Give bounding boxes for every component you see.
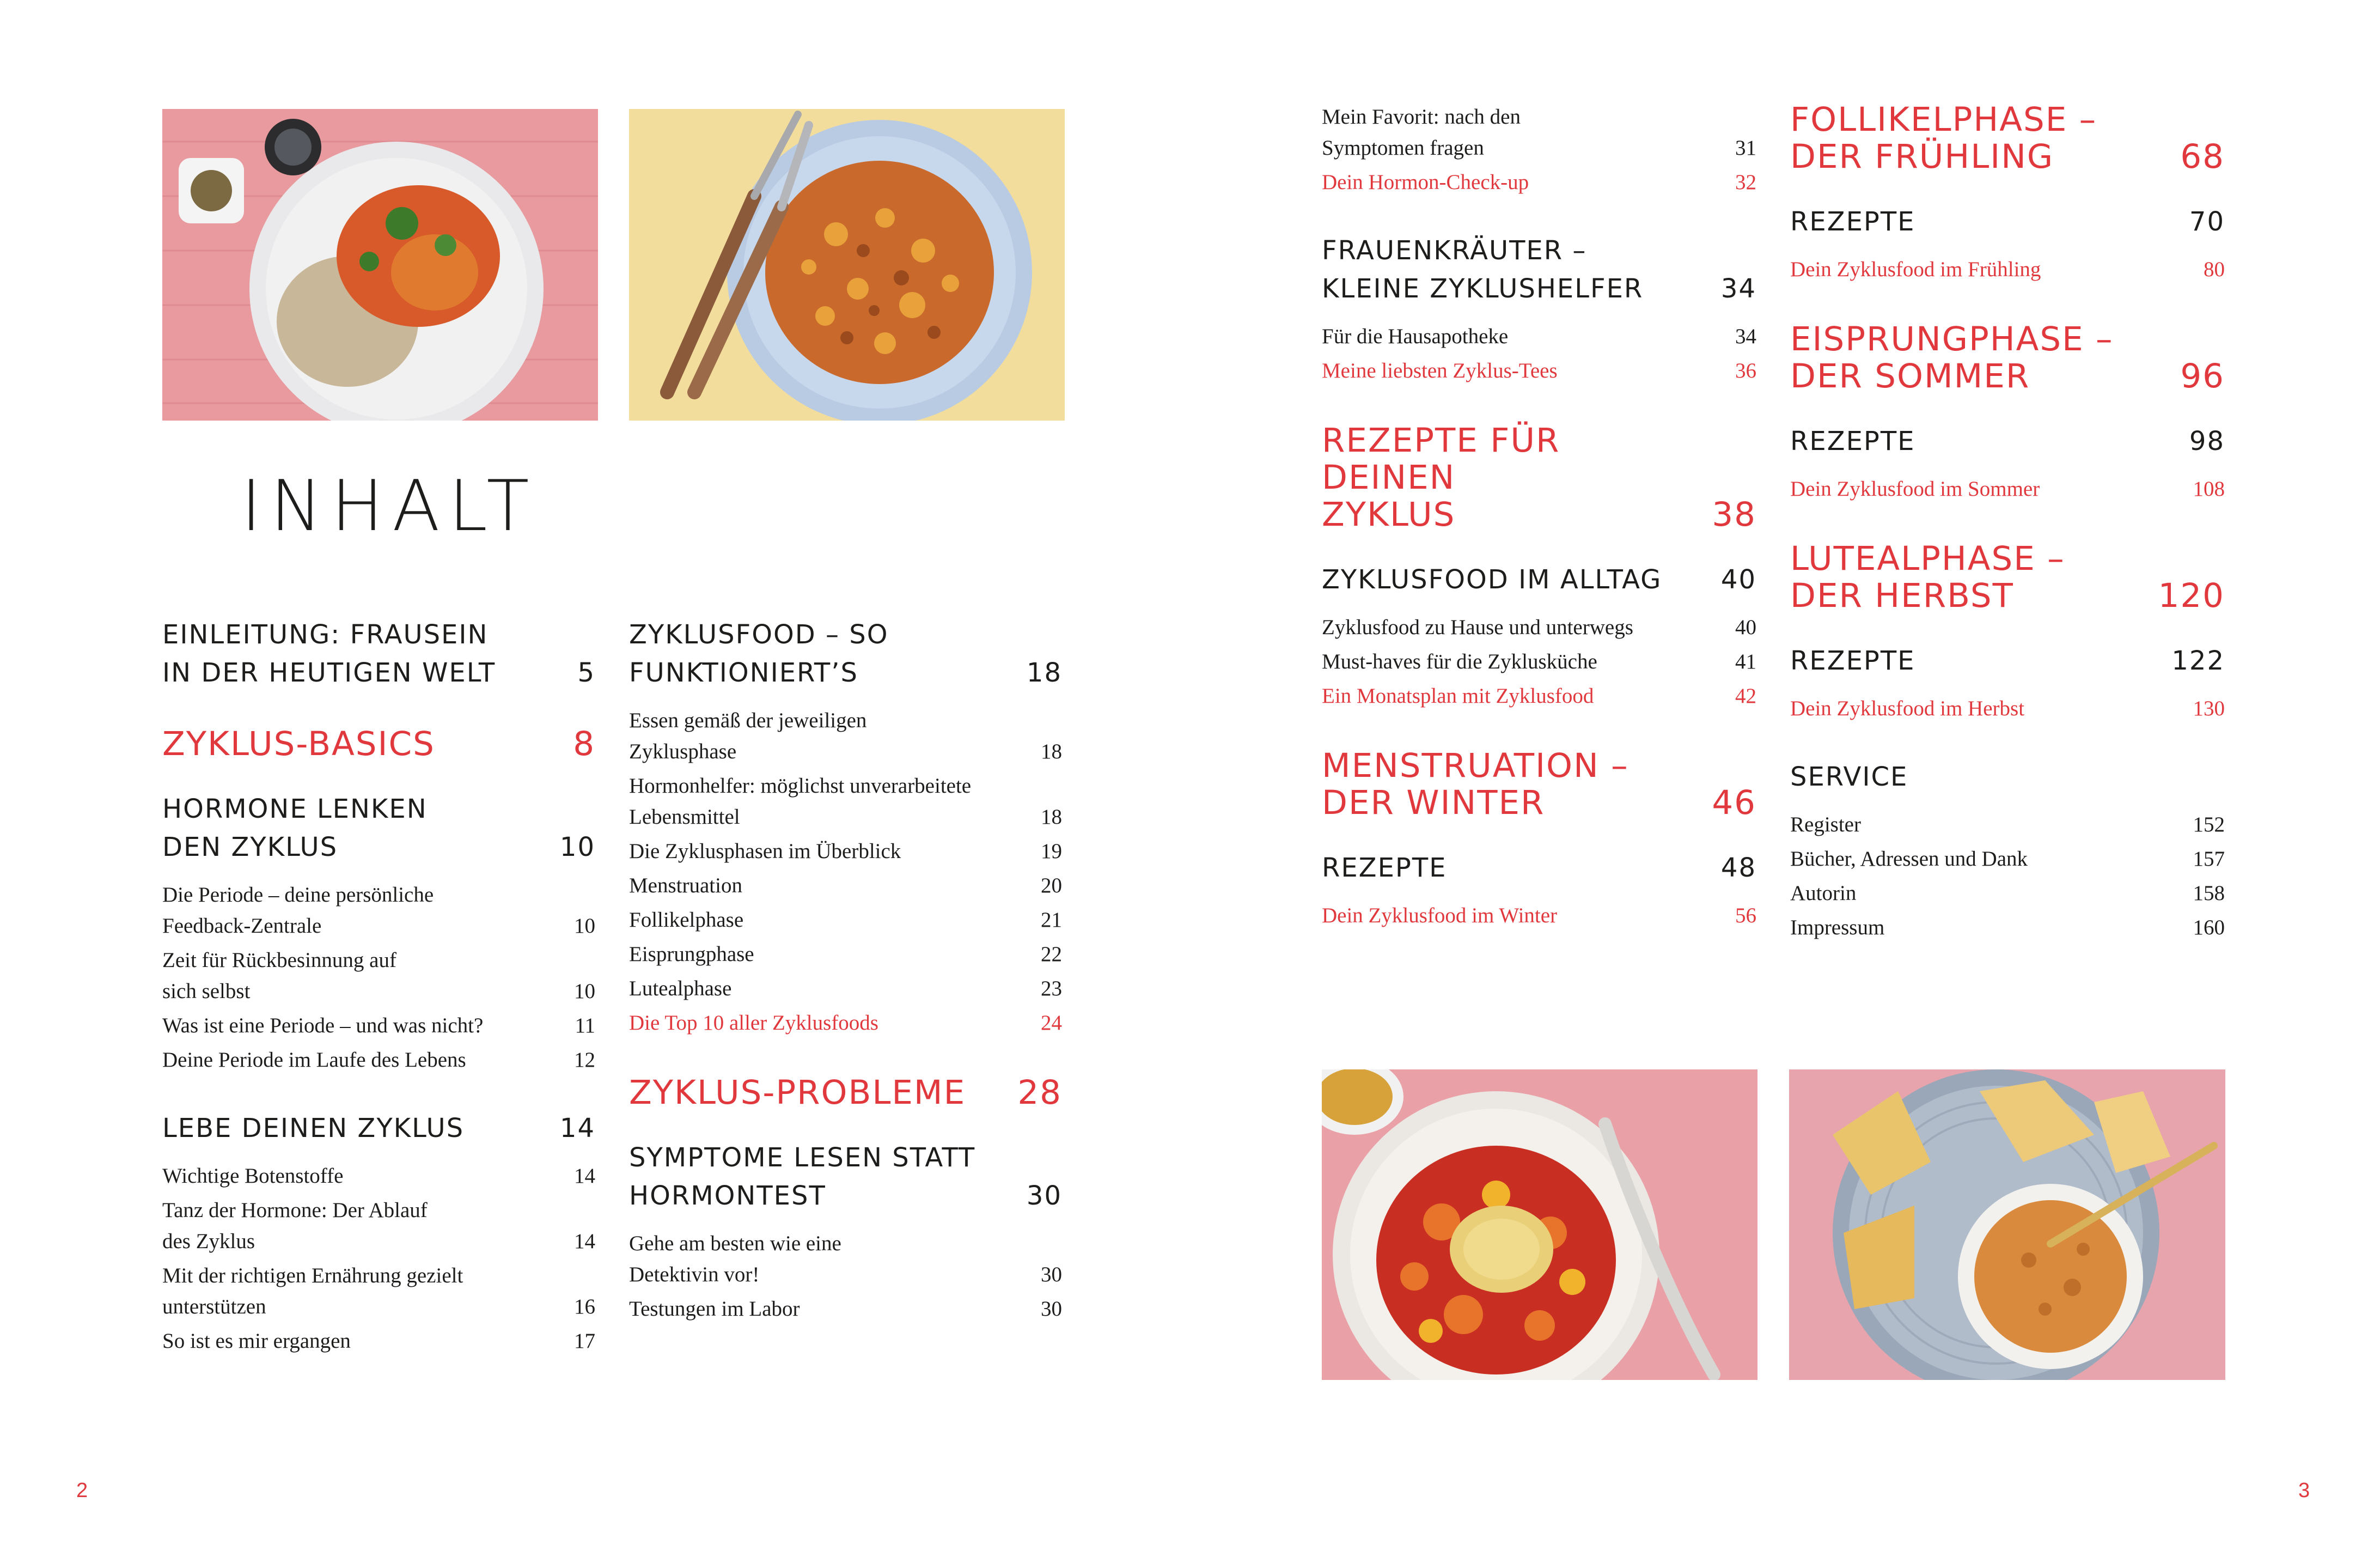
toc-section-heading-title: LEBE DEINEN ZYKLUS xyxy=(162,1113,465,1144)
toc-entry-page: 12 xyxy=(574,1048,595,1072)
toc-entry-recipe-title: Dein Zyklusfood im Frühling xyxy=(1790,258,2041,281)
toc-chapter-heading-title: EISPRUNGPHASE – DER SOMMER xyxy=(1790,320,2114,396)
toc-chapter-heading xyxy=(1790,540,2225,615)
toc-section-heading xyxy=(162,616,595,692)
toc-entry-title: Must-haves für die Zyklusküche xyxy=(1322,650,1597,673)
toc-entry-recipe-title: Die Top 10 aller Zyklusfoods xyxy=(629,1011,878,1035)
toc-entry xyxy=(1790,843,2225,874)
toc-entry-page: 20 xyxy=(1041,874,1062,897)
toc-section-heading-page: 40 xyxy=(1720,564,1756,595)
toc-column-1 xyxy=(162,616,595,1357)
toc-entry-title: Für die Hausapotheke xyxy=(1322,325,1509,348)
toc-entry-title: Wichtige Botenstoffe xyxy=(162,1164,344,1188)
toc-column-4 xyxy=(1790,101,2225,943)
toc-entry-page: 11 xyxy=(575,1014,595,1037)
toc-section-heading-title: SERVICE xyxy=(1790,762,1908,792)
toc-section-heading xyxy=(1322,561,1756,599)
toc-entry-title: Impressum xyxy=(1790,916,1885,939)
toc-chapter-heading-page: 28 xyxy=(1017,1073,1062,1112)
toc-section-heading-page: 30 xyxy=(1026,1181,1062,1211)
toc-entry-title: Mein Favorit: nach den Symptomen fragen xyxy=(1322,105,1521,160)
toc-entry-recipe-title: Dein Zyklusfood im Winter xyxy=(1322,904,1558,927)
toc-entry xyxy=(629,1228,1062,1290)
toc-entry xyxy=(1790,912,2225,943)
toc-entry-recipe-page: 32 xyxy=(1735,171,1756,194)
toc-section-heading-page: 70 xyxy=(2189,206,2225,237)
toc-chapter-heading xyxy=(629,1074,1062,1111)
toc-entry xyxy=(629,973,1062,1004)
toc-chapter-heading-page: 120 xyxy=(2158,576,2225,615)
toc-entry-title: Testungen im Labor xyxy=(629,1297,800,1321)
photo-vegetable-fritter xyxy=(629,109,1065,421)
toc-chapter-heading-page: 68 xyxy=(2180,137,2225,176)
toc-section-heading xyxy=(1790,642,2225,680)
toc-section-heading-title: REZEPTE xyxy=(1790,426,1915,457)
toc-entry-page: 14 xyxy=(574,1230,595,1253)
page-number-right: 3 xyxy=(2298,1479,2310,1502)
toc-entry-page: 14 xyxy=(574,1164,595,1188)
toc-chapter-heading-page: 96 xyxy=(2180,357,2225,396)
page-number-left: 2 xyxy=(76,1479,88,1502)
toc-entry-recipe xyxy=(1790,254,2225,285)
toc-section-heading xyxy=(629,616,1062,692)
toc-section-heading-title: ZYKLUSFOOD IM ALLTAG xyxy=(1322,564,1662,595)
toc-entry-recipe-title: Dein Zyklusfood im Herbst xyxy=(1790,697,2025,720)
toc-entry-page: 40 xyxy=(1735,616,1756,639)
toc-section-heading-page: 98 xyxy=(2189,426,2225,457)
toc-entry xyxy=(162,1325,595,1357)
toc-entry-page: 23 xyxy=(1041,977,1062,1000)
toc-section-heading xyxy=(1790,203,2225,241)
toc-section-heading-title: REZEPTE xyxy=(1790,646,1915,676)
toc-entry-recipe-page: 130 xyxy=(2193,697,2225,720)
toc-entry-page: 21 xyxy=(1041,908,1062,932)
toc-section-heading xyxy=(1322,232,1756,308)
toc-chapter-heading xyxy=(1322,422,1756,533)
toc-entry xyxy=(162,1195,595,1257)
toc-entry-page: 17 xyxy=(574,1329,595,1353)
toc-entry xyxy=(629,870,1062,901)
toc-entry-title: Lutealphase xyxy=(629,977,732,1000)
toc-entry xyxy=(162,1010,595,1041)
photo-roasted-vegetables-graphic xyxy=(1322,1069,1757,1380)
toc-entry xyxy=(1790,878,2225,909)
toc-entry xyxy=(162,1260,595,1322)
toc-entry xyxy=(1322,646,1756,677)
toc-column-2 xyxy=(629,616,1062,1324)
toc-entry-page: 10 xyxy=(574,980,595,1003)
toc-entry xyxy=(1322,101,1756,163)
photo-vegetable-fritter-graphic xyxy=(629,109,1065,421)
toc-section-heading-title: REZEPTE xyxy=(1790,206,1915,237)
photo-curry-with-rice xyxy=(162,109,598,421)
toc-entry-recipe-page: 56 xyxy=(1735,904,1756,927)
toc-chapter-heading-title: REZEPTE FÜR DEINEN ZYKLUS xyxy=(1322,421,1560,534)
toc-chapter-heading-title: ZYKLUS-BASICS xyxy=(162,725,435,763)
toc-section-heading xyxy=(629,1139,1062,1215)
toc-entry-page: 31 xyxy=(1735,136,1756,160)
toc-entry-title: Hormonhelfer: möglichst unverarbeitete Lebensmittel xyxy=(629,774,972,829)
toc-entry xyxy=(629,705,1062,767)
toc-section-heading xyxy=(1790,422,2225,460)
toc-section-heading xyxy=(1790,758,2225,796)
photo-curry-with-rice-graphic xyxy=(162,109,598,421)
toc-entry-title: Follikelphase xyxy=(629,908,744,932)
toc-column-3 xyxy=(1322,101,1756,931)
toc-chapter-heading xyxy=(162,726,595,763)
toc-entry-title: Deine Periode im Laufe des Lebens xyxy=(162,1048,466,1072)
toc-entry-recipe xyxy=(1322,680,1756,711)
toc-entry-title: Gehe am besten wie eine Detektivin vor! xyxy=(629,1232,841,1286)
toc-chapter-heading xyxy=(1322,747,1756,822)
toc-entry-recipe-page: 36 xyxy=(1735,359,1756,382)
toc-entry-title: Zyklusfood zu Hause und unterwegs xyxy=(1322,616,1633,639)
toc-entry-title: Eisprungphase xyxy=(629,942,754,966)
toc-entry-recipe xyxy=(1790,473,2225,504)
toc-entry-title: So ist es mir ergangen xyxy=(162,1329,351,1353)
toc-entry-title: Tanz der Hormone: Der Ablauf des Zyklus xyxy=(162,1199,428,1253)
toc-section-heading-page: 10 xyxy=(559,832,595,862)
toc-entry xyxy=(1322,612,1756,643)
toc-entry xyxy=(1322,321,1756,352)
toc-entry xyxy=(629,939,1062,970)
toc-entry-page: 16 xyxy=(574,1295,595,1318)
toc-entry-recipe-title: Dein Hormon-Check-up xyxy=(1322,171,1529,194)
toc-entry-title: Was ist eine Periode – und was nicht? xyxy=(162,1014,484,1037)
toc-entry-title: Die Periode – deine persönliche Feedback-Zentrale xyxy=(162,883,434,938)
toc-chapter-heading-title: FOLLIKELPHASE – DER FRÜHLING xyxy=(1790,100,2097,176)
toc-entry-recipe-title: Meine liebsten Zyklus-Tees xyxy=(1322,359,1558,382)
toc-chapter-heading-page: 8 xyxy=(573,725,595,763)
toc-section-heading-page: 34 xyxy=(1720,273,1756,304)
toc-entry xyxy=(162,1160,595,1191)
toc-chapter-heading-page: 38 xyxy=(1712,495,1756,534)
toc-entry xyxy=(629,904,1062,935)
toc-entry-recipe-title: Dein Zyklusfood im Sommer xyxy=(1790,477,2040,501)
toc-entry-title: Essen gemäß der jeweiligen Zyklusphase xyxy=(629,709,867,763)
toc-entry-page: 19 xyxy=(1041,840,1062,863)
toc-entry-page: 157 xyxy=(2193,847,2225,871)
toc-entry-page: 22 xyxy=(1041,942,1062,966)
toc-section-heading-title: ZYKLUSFOOD – SO FUNKTIONIERT’S xyxy=(629,619,889,688)
photo-roasted-vegetables xyxy=(1322,1069,1757,1380)
toc-chapter-heading-page: 46 xyxy=(1712,783,1756,822)
toc-chapter-heading xyxy=(1790,321,2225,395)
toc-section-heading-title: REZEPTE xyxy=(1322,853,1447,883)
toc-section-heading xyxy=(1322,849,1756,887)
toc-entry xyxy=(629,770,1062,832)
toc-entry-page: 18 xyxy=(1041,740,1062,763)
toc-entry-page: 30 xyxy=(1041,1297,1062,1321)
toc-entry xyxy=(1790,809,2225,840)
toc-entry-page: 10 xyxy=(574,914,595,938)
toc-entry-page: 30 xyxy=(1041,1263,1062,1286)
toc-entry xyxy=(162,1044,595,1075)
toc-section-heading-title: HORMONE LENKEN DEN ZYKLUS xyxy=(162,794,428,862)
toc-entry-title: Mit der richtigen Ernährung gezielt unterstützen xyxy=(162,1264,463,1318)
toc-entry-recipe xyxy=(629,1007,1062,1038)
toc-section-heading-page: 122 xyxy=(2171,646,2225,676)
toc-entry xyxy=(162,945,595,1007)
toc-chapter-heading-title: MENSTRUATION – DER WINTER xyxy=(1322,746,1629,822)
toc-entry-recipe-title: Ein Monatsplan mit Zyklusfood xyxy=(1322,684,1594,708)
toc-section-heading-page: 18 xyxy=(1026,658,1062,688)
toc-entry-title: Register xyxy=(1790,813,1861,836)
toc-entry-recipe-page: 80 xyxy=(2204,258,2225,281)
toc-entry-page: 34 xyxy=(1735,325,1756,348)
toc-entry xyxy=(629,1293,1062,1324)
toc-section-heading xyxy=(162,1109,595,1147)
toc-chapter-heading-title: ZYKLUS-PROBLEME xyxy=(629,1073,966,1112)
toc-entry-title: Menstruation xyxy=(629,874,742,897)
toc-entry-recipe xyxy=(1322,355,1756,386)
toc-entry xyxy=(629,836,1062,867)
toc-entry xyxy=(162,879,595,941)
toc-entry-recipe xyxy=(1790,693,2225,724)
toc-entry-page: 18 xyxy=(1041,805,1062,829)
photo-dip-with-papadams xyxy=(1789,1069,2225,1380)
photo-dip-with-papadams-graphic xyxy=(1789,1069,2225,1380)
toc-section-heading-page: 48 xyxy=(1720,853,1756,883)
toc-chapter-heading xyxy=(1790,101,2225,175)
toc-entry-recipe xyxy=(1322,900,1756,931)
toc-entry-title: Zeit für Rückbesinnung auf sich selbst xyxy=(162,948,396,1003)
toc-section-heading-page: 14 xyxy=(559,1113,595,1144)
toc-section-heading-title: SYMPTOME LESEN STATT HORMONTEST xyxy=(629,1142,976,1211)
toc-entry-page: 158 xyxy=(2193,881,2225,905)
toc-entry-recipe-page: 24 xyxy=(1041,1011,1062,1035)
toc-entry-title: Bücher, Adressen und Dank xyxy=(1790,847,2028,871)
toc-entry-recipe xyxy=(1322,167,1756,198)
toc-section-heading-title: EINLEITUNG: FRAUSEIN IN DER HEUTIGEN WELT xyxy=(162,619,496,688)
toc-entry-page: 160 xyxy=(2193,916,2225,939)
toc-entry-title: Autorin xyxy=(1790,881,1857,905)
toc-section-heading-page: 5 xyxy=(577,658,595,688)
toc-entry-recipe-page: 108 xyxy=(2193,477,2225,501)
page-title: INHALT xyxy=(241,466,538,547)
toc-entry-page: 152 xyxy=(2193,813,2225,836)
toc-chapter-heading-title: LUTEALPHASE – DER HERBST xyxy=(1790,539,2065,615)
toc-entry-title: Die Zyklusphasen im Überblick xyxy=(629,840,901,863)
toc-entry-page: 41 xyxy=(1735,650,1756,673)
toc-section-heading-title: FRAUENKRÄUTER – KLEINE ZYKLUSHELFER xyxy=(1322,235,1644,304)
toc-entry-recipe-page: 42 xyxy=(1735,684,1756,708)
toc-section-heading xyxy=(162,790,595,866)
